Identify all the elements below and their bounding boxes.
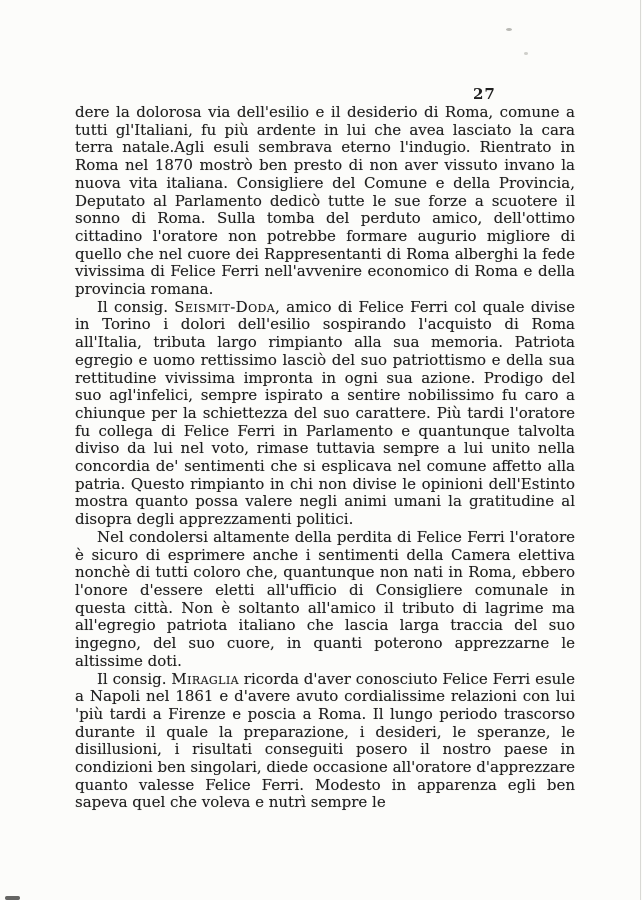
paragraph-text: Il consig.: [97, 297, 175, 316]
text-block: [75, 104, 575, 812]
scan-speck: [506, 28, 512, 31]
person-name-smallcaps: Seismit-Doda: [174, 297, 276, 316]
paragraph-text: , amico di Felice Ferri col quale divise in Torino i dolori dell'esilio sospirando l'acquisto di Roma all'Italia, tributa largo rimpianto alla sua memoria. Patriota egregio e uomo rettissimo lasciò del suo patriottismo e della sua rettitudine vivissima impronta in ogni sua azione. Prodigo del suo agl'infelici, sempre ispirato a sentire nobilissimo fu caro a chiunque per la schiettezza del suo carattere. Più tardi l'oratore fu collega di Felice Ferri in Parlamento e quantunque talvolta diviso da lui nel voto, rimase tuttavia sempre a lui unito nella concordia de' sentimenti che si esplicava nel comune affetto alla patria. Questo rimpianto in chi non divise le opinioni dell'Estinto mostra quanto possa valere negli animi umani la gratitudine al disopra degli apprezzamenti politici.: [75, 297, 576, 529]
paragraph: [75, 671, 575, 813]
scan-smudge: [5, 896, 20, 900]
paragraph: [75, 104, 575, 299]
person-name-smallcaps: Miraglia: [171, 669, 239, 688]
paragraph: [75, 299, 575, 529]
paragraph-text: dere la dolorosa via dell'esilio e il desiderio di Roma, comune a tutti gl'Italiani, fu più ardente in lui che avea lasciato la cara terra natale.Agli esuli sembrava eterno l'indugio. Rientrato in Roma nel 1870 mostrò ben presto di non aver vissuto invano la nuova vita italiana. Consigliere del Comune e della Provincia, Deputato al Parlamento dedicò tutte le sue forze a scuotere il sonno di Roma. Sulla tomba del perduto amico, dell'ottimo cittadino l'oratore non potrebbe formare augurio migliore di quello che nel cuore dei Rappresentanti di Roma alberghi la fede vivissima di Felice Ferri nell'avvenire economico di Roma e della provincia romana.: [75, 103, 575, 299]
scan-edge-line: [640, 0, 641, 900]
paragraph-text: Nel condolersi altamente della perdita di Felice Ferri l'oratore è sicuro di esprimere anche i sentimenti della Camera elettiva nonchè di tutti coloro che, quantunque non nati in Roma, ebbero l'onore d'essere eletti all'ufficio di Consigliere comunale in questa città. Non è soltanto all'amico il tributo di lagrime ma all'egregio patriota italiano che lascia larga traccia del suo ingegno, del suo cuore, in quanti poterono apprezzarne le altissime doti.: [75, 527, 575, 670]
page-number: 27: [473, 85, 496, 103]
paragraph-text: ricorda d'aver conosciuto Felice Ferri esule a Napoli nel 1861 e d'avere avuto cordialissime relazioni con lui 'più tardi a Firenze e poscia a Roma. Il lungo periodo trascorso durante il quale la preparazione, i desideri, le speranze, le disillusioni, i risultati conseguiti posero il nostro paese in condizioni ben singolari, diede occasione all'oratore d'apprezzare quanto valesse Felice Ferri. Modesto in apparenza egli ben sapeva quel che voleva e nutrì sempre le: [75, 669, 575, 812]
paragraph: [75, 529, 575, 671]
paragraph-text: Il consig.: [97, 669, 172, 688]
scan-speck: [524, 52, 528, 55]
